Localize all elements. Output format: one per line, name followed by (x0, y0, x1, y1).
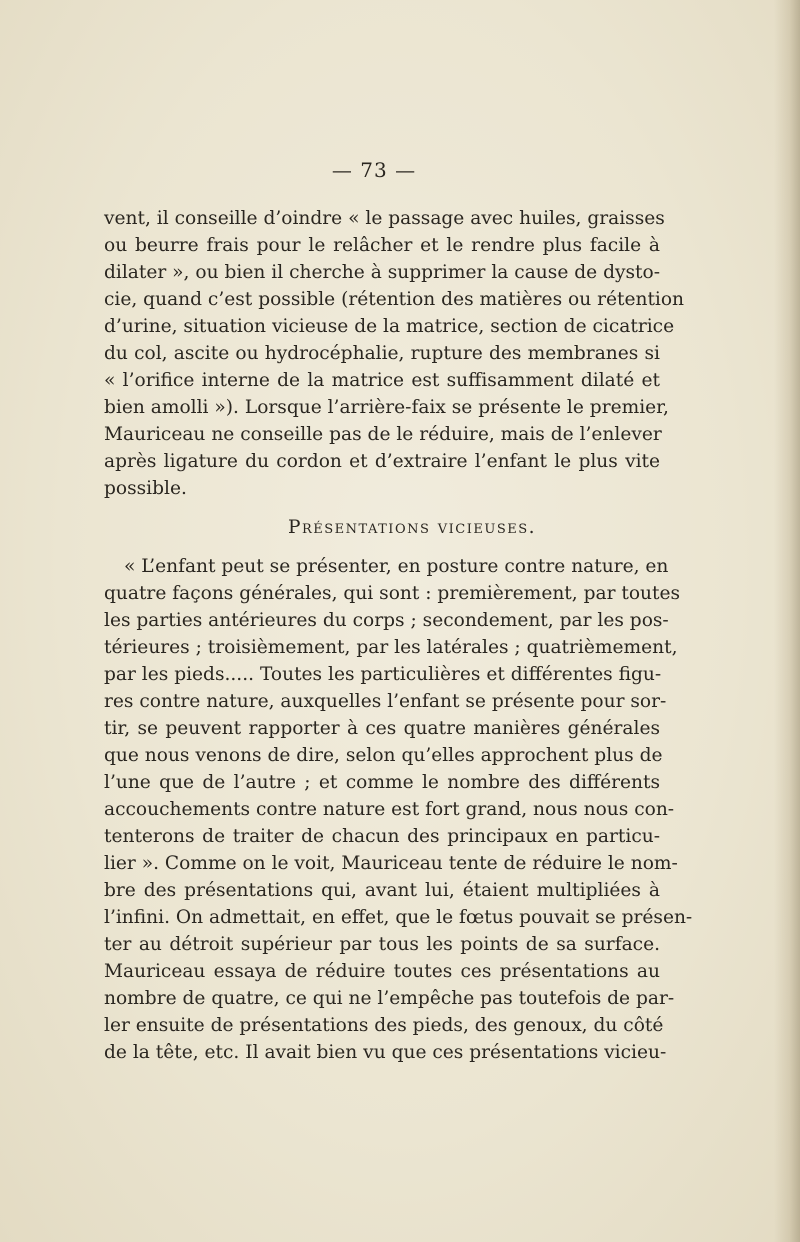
body-text (104, 205, 693, 1066)
text-line: l’une que de l’autre ; et comme le nombre des différents (104, 772, 660, 793)
text-line: bre des présentations qui, avant lui, étaient multipliées à (104, 880, 660, 901)
paragraph-2 (104, 553, 693, 1066)
text-line: tir, se peuvent rapporter à ces quatre manières générales (104, 718, 660, 739)
text-line: possible. (104, 478, 187, 499)
text-line: Mauriceau essaya de réduire toutes ces présentations au (104, 961, 660, 982)
text-line: l’infini. On admettait, en effet, que le fœtus pouvait se présen- (104, 907, 693, 928)
text-line: de la tête, etc. Il avait bien vu que ces présentations vicieu- (104, 1042, 667, 1063)
text-line: les parties antérieures du corps ; secondement, par les pos- (104, 610, 669, 631)
text-line: vent, il conseille d’oindre « le passage avec huiles, graisses (104, 208, 665, 229)
text-line: « l’orifice interne de la matrice est suffisamment dilaté et (104, 370, 660, 391)
text-line: dilater », ou bien il cherche à supprimer la cause de dysto- (104, 262, 660, 283)
text-line: ou beurre frais pour le relâcher et le rendre plus facile à (104, 235, 660, 256)
text-line: quatre façons générales, qui sont : premièrement, par toutes (104, 583, 681, 604)
text-line: ter au détroit supérieur par tous les points de sa surface. (104, 934, 660, 955)
text-line: Mauriceau ne conseille pas de le réduire, mais de l’enlever (104, 424, 662, 445)
text-line: bien amolli »). Lorsque l’arrière-faix se présente le premier, (104, 397, 669, 418)
text-line: nombre de quatre, ce qui ne l’empêche pas toutefois de par- (104, 988, 675, 1009)
text-line: res contre nature, auxquelles l’enfant se présente pour sor- (104, 691, 667, 712)
text-line: accouchements contre nature est fort grand, nous nous con- (104, 799, 675, 820)
text-line: d’urine, situation vicieuse de la matrice, section de cicatrice (104, 316, 675, 337)
text-line: ler ensuite de présentations des pieds, des genoux, du côté (104, 1015, 664, 1036)
paragraph-1 (104, 205, 685, 502)
page-edge-shadow (774, 0, 800, 1242)
text-line: tenterons de traiter de chacun des principaux en particu- (104, 826, 660, 847)
text-line: lier ». Comme on le voit, Mauriceau tente de réduire le nom- (104, 853, 678, 874)
text-line: térieures ; troisièmement, par les latérales ; quatrièmement, (104, 637, 678, 658)
section-heading: Présentations vicieuses. (287, 517, 537, 538)
text-line: cie, quand c’est possible (rétention des matières ou rétention (104, 289, 685, 310)
text-line: « L’enfant peut se présenter, en posture contre nature, en (124, 556, 669, 577)
text-line: par les pieds..... Toutes les particulières et différentes figu- (104, 664, 662, 685)
text-line: du col, ascite ou hydrocéphalie, rupture des membranes si (104, 343, 660, 364)
page-number: — 73 — (331, 158, 417, 182)
text-line: que nous venons de dire, selon qu’elles approchent plus de (104, 745, 663, 766)
text-line: après ligature du cordon et d’extraire l’enfant le plus vite (104, 451, 660, 472)
